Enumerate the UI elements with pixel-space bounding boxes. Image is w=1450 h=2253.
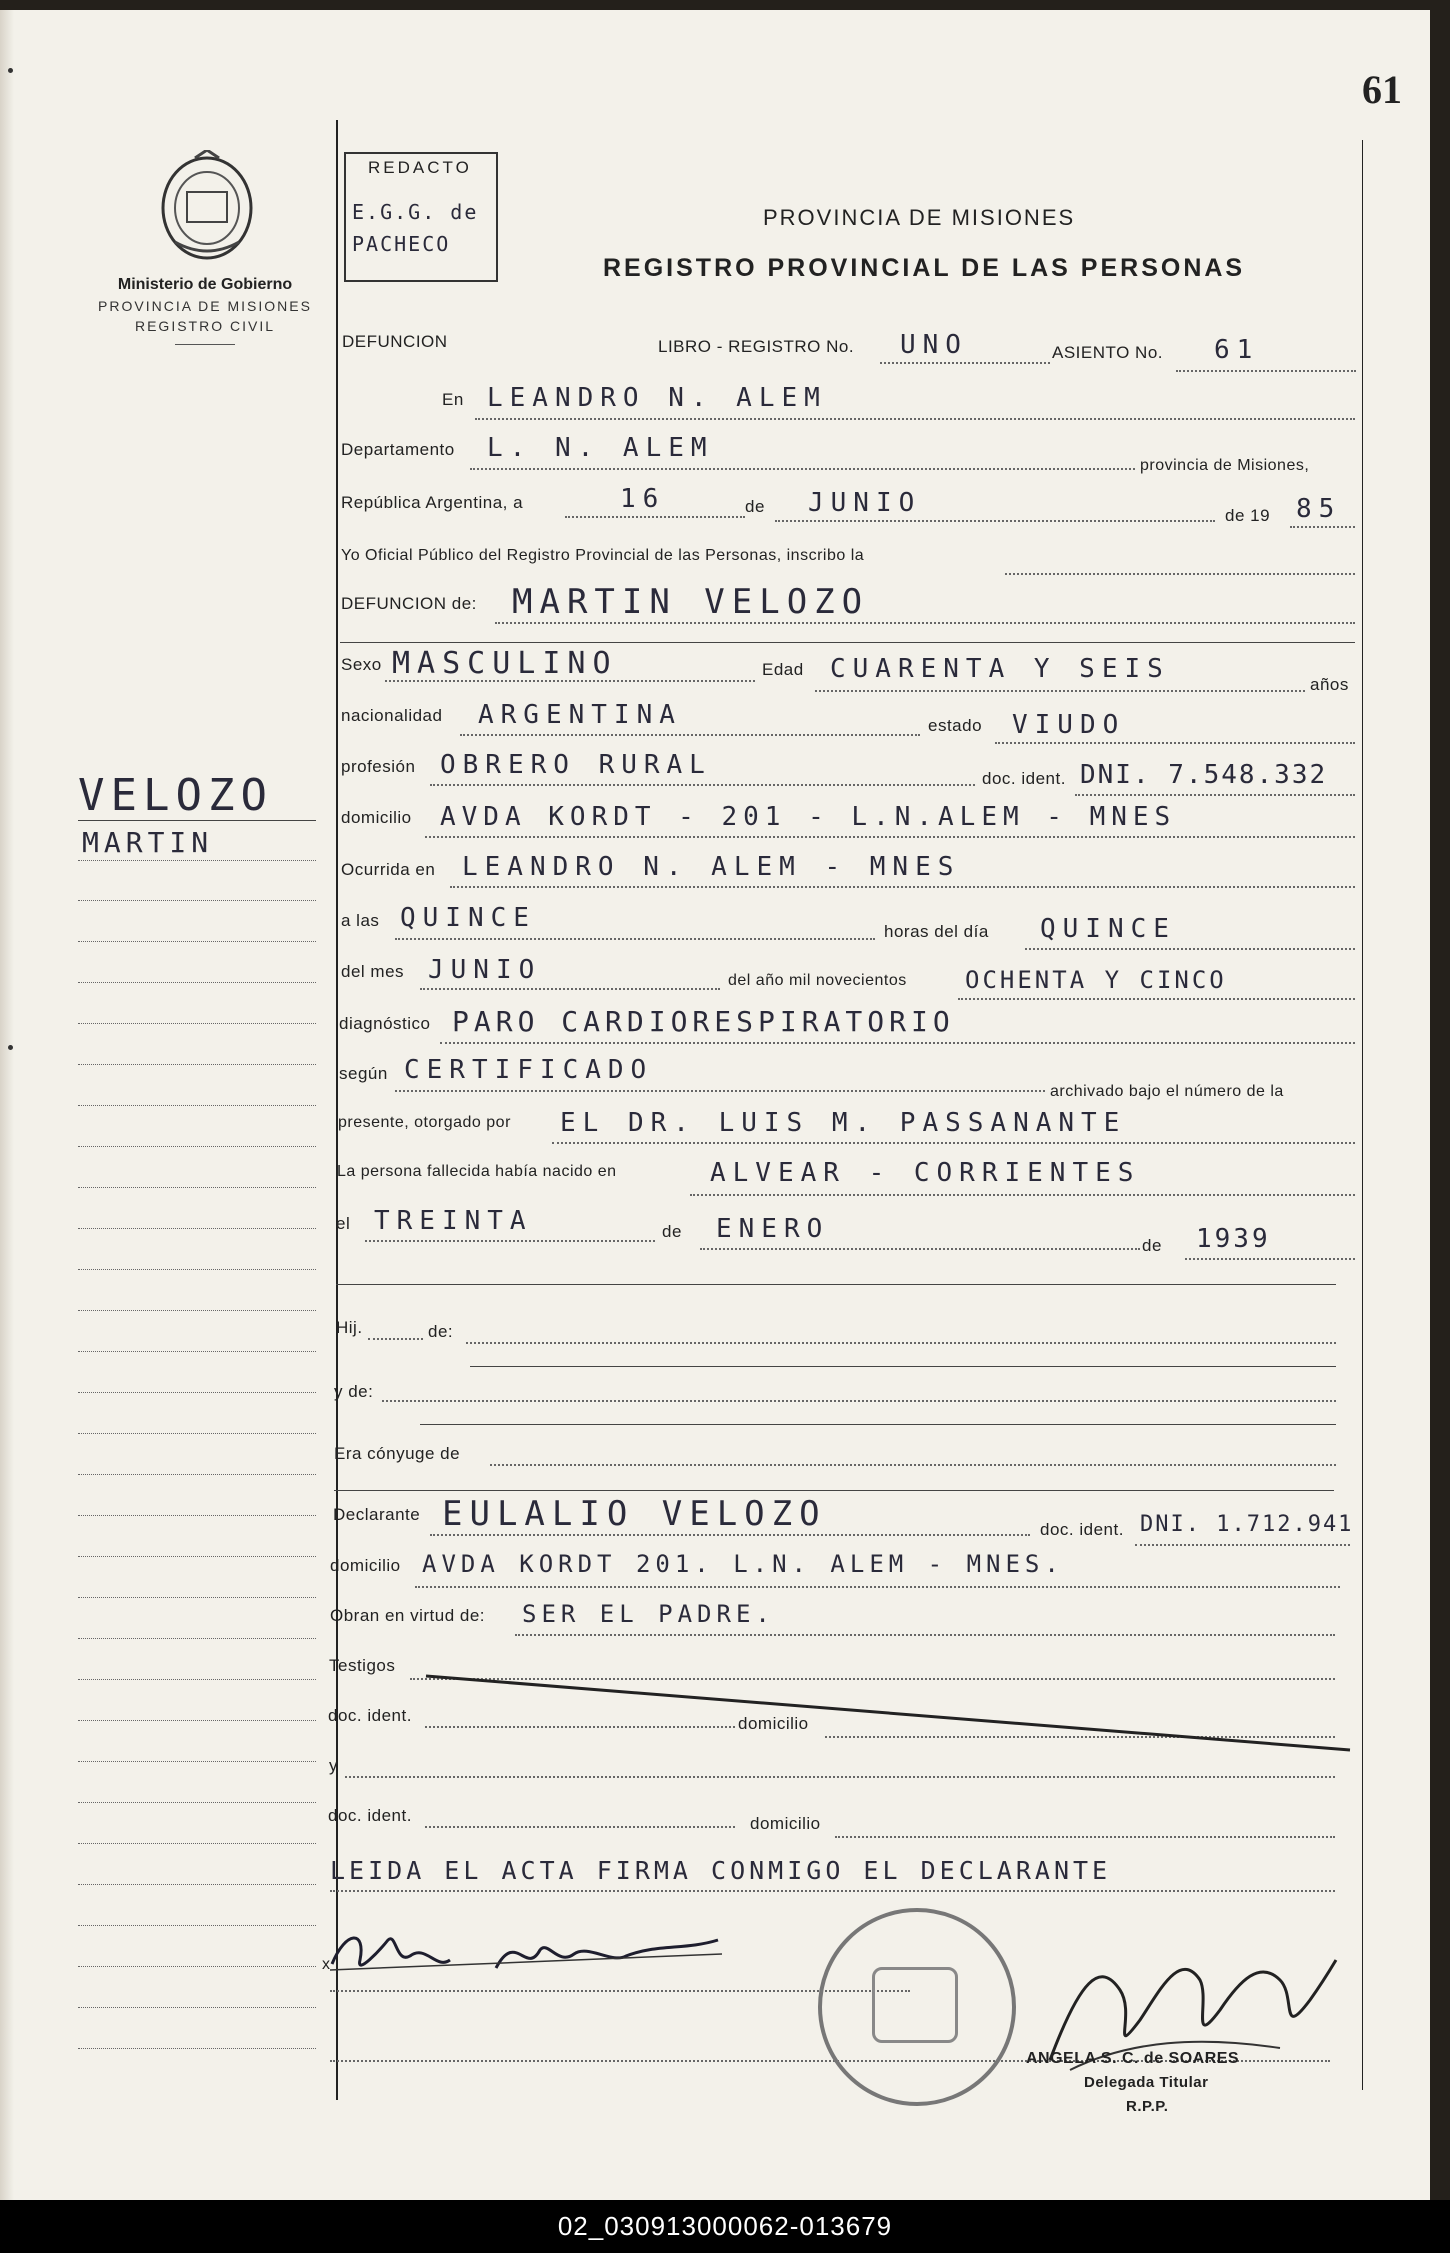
el-line <box>365 1240 655 1242</box>
margin-line <box>78 1474 316 1475</box>
nacionalidad-label: nacionalidad <box>341 706 443 725</box>
declarante-line <box>430 1534 1030 1536</box>
presente-value: EL DR. LUIS M. PASSANANTE <box>560 1108 1127 1138</box>
provincia-label: provincia de Misiones, <box>1140 457 1310 474</box>
rule-line <box>334 1490 1334 1491</box>
ocurrida-line <box>450 886 1355 888</box>
oficial-line <box>1005 573 1355 575</box>
divider <box>175 344 235 345</box>
domicilio-label: domicilio <box>341 808 412 827</box>
declarante-label: Declarante <box>333 1505 421 1524</box>
margin-line <box>78 1843 316 1844</box>
hij-de-line <box>466 1342 1336 1344</box>
declarante-value: EULALIO VELOZO <box>442 1494 827 1534</box>
margin-line <box>78 1269 316 1270</box>
anos-label: años <box>1310 675 1349 694</box>
asiento-line <box>1176 370 1356 372</box>
profesion-line <box>430 784 975 786</box>
nacido-line <box>690 1194 1355 1196</box>
estado-label: estado <box>928 716 983 735</box>
hij-line <box>368 1338 423 1340</box>
presente-label: presente, otorgado por <box>338 1114 511 1131</box>
yde-line <box>382 1400 1336 1402</box>
conyuge-label: Era cónyuge de <box>334 1444 461 1463</box>
declarant-signature <box>326 1920 726 1990</box>
departamento-label: Departamento <box>341 440 455 459</box>
nacionalidad-line <box>460 734 920 736</box>
birth-month-value: ENERO <box>716 1214 830 1244</box>
redacto-box <box>344 152 498 282</box>
edad-value: CUARENTA Y SEIS <box>830 654 1170 684</box>
decl-domicilio-label: domicilio <box>330 1556 401 1575</box>
doc-value: DNI. 7.548.332 <box>1080 760 1328 790</box>
margin-line <box>78 860 316 861</box>
de3-label: de <box>1142 1236 1162 1255</box>
diagnostico-label: diagnóstico <box>339 1014 431 1033</box>
conyuge-line <box>490 1464 1336 1466</box>
ministry-title: Ministerio de Gobierno <box>117 276 293 293</box>
decl-doc-value: DNI. 1.712.941 <box>1140 1512 1354 1537</box>
nacionalidad-value: ARGENTINA <box>478 700 682 730</box>
en-label: En <box>442 390 464 409</box>
margin-line <box>78 1351 316 1352</box>
file-id-footer: 02_030913000062-013679 <box>0 2200 1450 2253</box>
year-value: 85 <box>1296 494 1342 524</box>
month-line <box>775 520 1215 522</box>
doc-line <box>1075 794 1355 796</box>
closing-line <box>330 1890 1335 1892</box>
el-value: TREINTA <box>374 1206 533 1236</box>
margin-line <box>78 1720 316 1721</box>
margin-line <box>78 1146 316 1147</box>
t-y-line <box>345 1776 1335 1778</box>
margin-line <box>78 1228 316 1229</box>
margin-line <box>78 1638 316 1639</box>
header-province: PROVINCIA DE MISIONES <box>763 205 1076 230</box>
day-value: 16 <box>620 484 666 514</box>
ocurrida-label: Ocurrida en <box>341 860 436 879</box>
anio-label: del año mil novecientos <box>728 972 907 989</box>
decl-domicilio-line <box>415 1586 1340 1588</box>
hij-label: Hij. <box>336 1318 363 1337</box>
anio-value: OCHENTA Y CINCO <box>965 966 1227 994</box>
ministry-registry: REGISTRO CIVIL <box>134 318 276 334</box>
margin-line <box>78 941 316 942</box>
alas-line <box>395 938 875 940</box>
profesion-label: profesión <box>341 757 416 776</box>
t-dom2-line <box>835 1836 1335 1838</box>
margin-line <box>78 1515 316 1516</box>
margin-line <box>78 1597 316 1598</box>
t-y-label: y <box>329 1756 338 1775</box>
horas-label: horas del día <box>884 922 989 941</box>
margin-line <box>78 820 316 821</box>
birth-year-line <box>1185 1258 1355 1260</box>
domicilio-value: AVDA KORDT - 201 - L.N.ALEM - MNES <box>440 802 1177 832</box>
official-title: Delegada Titular <box>1084 2074 1209 2091</box>
libro-line <box>880 362 1050 364</box>
registry-seal <box>818 1908 1016 2106</box>
estado-line <box>995 742 1355 744</box>
margin-line <box>78 900 316 901</box>
year-prefix-label: de 19 <box>1225 506 1271 525</box>
t-doc2-label: doc. ident. <box>328 1806 412 1825</box>
de2-label: de <box>662 1222 682 1241</box>
margin-line <box>78 1023 316 1024</box>
edge-mark <box>8 1045 13 1050</box>
en-line <box>475 418 1355 420</box>
month-value: JUNIO <box>808 488 922 518</box>
official-abbrev: R.P.P. <box>1126 2098 1169 2115</box>
margin-rule <box>336 120 338 2100</box>
dia-value: QUINCE <box>1040 914 1176 944</box>
birth-year-value: 1939 <box>1196 1224 1271 1254</box>
rule-line <box>420 1424 1336 1425</box>
official-name: ANGELA S. C. de SOARES <box>1026 2050 1240 2067</box>
coat-of-arms-icon <box>155 150 259 262</box>
ministry-province: PROVINCIA DE MISIONES <box>98 298 312 314</box>
margin-line <box>78 1310 316 1311</box>
defuncion-de-label: DEFUNCION de: <box>341 594 477 613</box>
decl-domicilio-value: AVDA KORDT 201. L.N. ALEM - MNES. <box>422 1550 1064 1578</box>
delmes-label: del mes <box>341 962 405 981</box>
hij-de-label: de: <box>428 1322 454 1341</box>
rule-line <box>336 1284 1336 1285</box>
republica-label: República Argentina, a <box>341 493 524 512</box>
asiento-value: 61 <box>1214 335 1260 365</box>
day-line <box>565 516 745 518</box>
defuncion-line <box>495 622 1355 624</box>
witness-crossout <box>420 1670 1360 1760</box>
margin-line <box>78 2007 316 2008</box>
profesion-value: OBRERO RURAL <box>440 750 712 780</box>
edad-label: Edad <box>762 660 804 679</box>
diagnostico-value: PARO CARDIORESPIRATORIO <box>452 1005 955 1038</box>
el-label: el <box>336 1214 351 1233</box>
sexo-label: Sexo <box>341 655 382 674</box>
margin-line <box>78 1761 316 1762</box>
decl-doc-label: doc. ident. <box>1040 1520 1124 1539</box>
right-rule <box>1362 140 1363 2090</box>
doc-label: doc. ident. <box>982 769 1066 788</box>
anio-line <box>958 998 1355 1000</box>
ocurrida-value: LEANDRO N. ALEM - MNES <box>462 852 961 882</box>
sexo-line <box>385 680 755 682</box>
page-number: 61 <box>1362 67 1402 112</box>
header-registry: REGISTRO PROVINCIAL DE LAS PERSONAS <box>603 254 1246 282</box>
margin-line <box>78 1392 316 1393</box>
margin-line <box>78 982 316 983</box>
birth-month-line <box>700 1248 1140 1250</box>
departamento-line <box>470 468 1135 470</box>
segun-value: CERTIFICADO <box>404 1055 654 1085</box>
redacto-handwritten: E.G.G. de PACHECO <box>352 200 479 256</box>
de-label: de <box>745 497 765 516</box>
margin-line <box>78 1433 316 1434</box>
mes-line <box>420 988 720 990</box>
margin-line <box>78 1802 316 1803</box>
testigos-label: Testigos <box>329 1656 396 1675</box>
margin-line <box>78 1884 316 1885</box>
margin-line <box>78 1925 316 1926</box>
libro-label: LIBRO - REGISTRO No. <box>658 337 855 356</box>
libro-value: UNO <box>900 330 968 360</box>
rule-line <box>470 1366 1336 1367</box>
signature-x-mark: x <box>322 1956 331 1973</box>
dia-line <box>1025 948 1355 950</box>
oficial-text: Yo Oficial Público del Registro Provincial de las Personas, inscribo la <box>341 547 865 564</box>
rule-line <box>340 642 1355 643</box>
margin-line <box>78 1966 316 1967</box>
margin-line <box>78 1105 316 1106</box>
alas-value: QUINCE <box>400 903 536 933</box>
t-dom1-label: domicilio <box>738 1714 809 1733</box>
nacido-label: La persona fallecida había nacido en <box>337 1163 617 1180</box>
obran-line <box>515 1634 1335 1636</box>
alas-label: a las <box>341 911 380 930</box>
yde-label: y de: <box>334 1382 374 1401</box>
nacido-value: ALVEAR - CORRIENTES <box>710 1158 1141 1188</box>
obran-label: Obran en virtud de: <box>330 1606 486 1625</box>
year-line <box>1290 526 1355 528</box>
asiento-label: ASIENTO No. <box>1052 343 1163 362</box>
mes-value: JUNIO <box>428 955 542 985</box>
edad-line <box>815 690 1305 692</box>
obran-value: SER EL PADRE. <box>522 1600 775 1628</box>
redacto-label: REDACTO <box>368 158 472 177</box>
margin-line <box>78 2048 316 2049</box>
margin-line <box>78 1064 316 1065</box>
segun-line <box>395 1090 1045 1092</box>
edge-mark <box>8 68 13 73</box>
decl-doc-line <box>1135 1544 1350 1546</box>
margin-line <box>78 1556 316 1557</box>
en-value: LEANDRO N. ALEM <box>487 383 827 413</box>
margin-line <box>78 1187 316 1188</box>
archivado-label: archivado bajo el número de la <box>1050 1083 1284 1100</box>
estado-value: VIUDO <box>1012 710 1126 740</box>
t-doc2-line <box>425 1826 735 1828</box>
closing-value: LEIDA EL ACTA FIRMA CONMIGO EL DECLARANTE <box>330 1856 1112 1885</box>
act-type-label: DEFUNCION <box>342 332 448 351</box>
presente-line <box>552 1142 1355 1144</box>
departamento-value: L. N. ALEM <box>487 433 714 463</box>
ministry-block <box>80 276 330 345</box>
margin-given-name: MARTIN <box>82 826 214 859</box>
segun-label: según <box>339 1064 388 1083</box>
defuncion-de-value: MARTIN VELOZO <box>512 582 870 622</box>
t-doc1-label: doc. ident. <box>328 1706 412 1725</box>
margin-line <box>78 1679 316 1680</box>
sexo-value: MASCULINO <box>392 646 618 681</box>
margin-surname: VELOZO <box>78 770 273 821</box>
domicilio-line <box>425 836 1355 838</box>
t-dom2-label: domicilio <box>750 1814 821 1833</box>
diagnostico-line <box>440 1042 1355 1044</box>
